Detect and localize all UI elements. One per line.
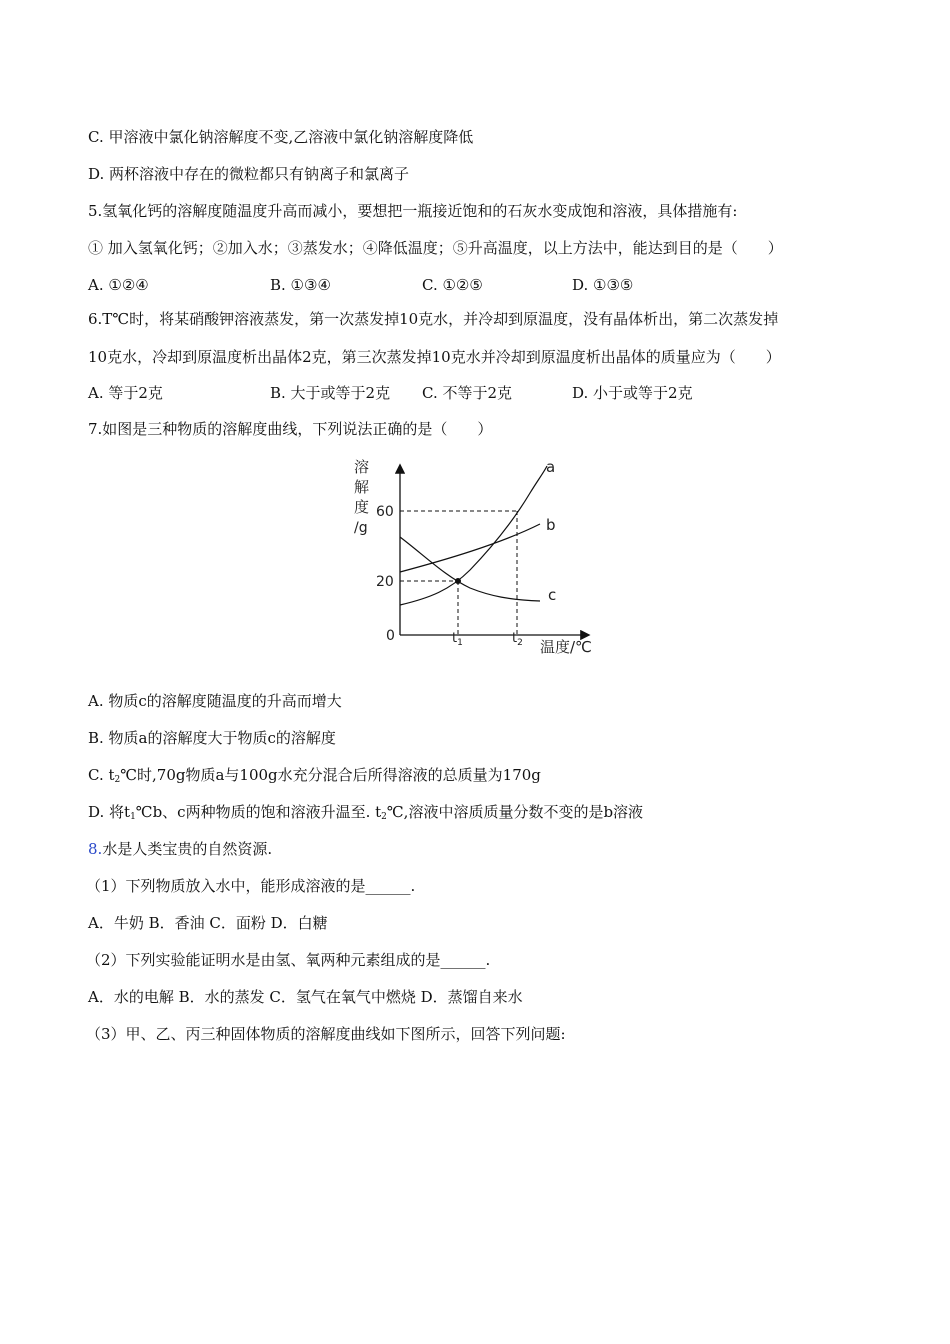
q6-stem-cont: 10克水，冷却到原温度析出晶体2克，第三次蒸发掉10克水并冷却到原温度析出晶体的质量应为（ ） bbox=[88, 348, 781, 366]
y-label-3: 度 bbox=[354, 498, 370, 516]
solubility-curve-chart bbox=[340, 448, 610, 663]
label-b: b bbox=[546, 516, 556, 534]
q8-part2-options: A．水的电解 B．水的蒸发 C．氢气在氧气中燃烧 D．蒸馏自来水 bbox=[88, 988, 523, 1006]
curve-a bbox=[400, 466, 547, 605]
x-axis-label: 温度/℃ bbox=[540, 638, 592, 656]
x-tick-t2: $t_2$ bbox=[512, 631, 523, 648]
q5-option-d: D. ①③⑤ bbox=[572, 276, 634, 294]
curve-c bbox=[400, 537, 540, 601]
y-label-1: 溶 bbox=[354, 458, 370, 476]
label-a: a bbox=[546, 458, 556, 476]
q6-stem: 6.T℃时，将某硝酸钾溶液蒸发，第一次蒸发掉10克水，并冷却到原温度，没有晶体析出，第二次蒸发掉 bbox=[88, 310, 779, 328]
q7-option-b: B. 物质a的溶解度大于物质c的溶解度 bbox=[88, 729, 336, 747]
q7-option-d: D. 将$t_1℃b$、c两种物质的饱和溶液升温至. $t_2℃$,溶液中溶质质量分数不变的是b溶液 bbox=[88, 803, 644, 822]
q6-option-c: C. 不等于2克 bbox=[422, 384, 513, 402]
y-tick-60: 60 bbox=[376, 504, 394, 520]
y-label-4: /g bbox=[354, 520, 368, 536]
q8-part2: （2）下列实验能证明水是由氢、氧两种元素组成的是______. bbox=[86, 951, 491, 969]
q6-option-b: B. 大于或等于2克 bbox=[270, 384, 391, 402]
q5-option-b: B. ①③④ bbox=[270, 276, 331, 294]
intersection-point bbox=[455, 578, 461, 584]
q5-option-a: A. ①②④ bbox=[88, 276, 149, 294]
q7-option-a: A. 物质c的溶解度随温度的升高而增大 bbox=[88, 692, 342, 710]
option-c-previous: C. 甲溶液中氯化钠溶解度不变,乙溶液中氯化钠溶解度降低 bbox=[88, 128, 474, 146]
q7-stem: 7.如图是三种物质的溶解度曲线，下列说法正确的是（ ） bbox=[88, 420, 493, 438]
y-tick-20: 20 bbox=[376, 574, 394, 590]
q8-part1: （1）下列物质放入水中，能形成溶液的是______. bbox=[86, 877, 416, 895]
q8-part1-options: A．牛奶 B．香油 C．面粉 D．白糖 bbox=[88, 914, 328, 932]
q5-stem-methods: ① 加入氢氧化钙；②加入水；③蒸发水；④降低温度；⑤升高温度，以上方法中，能达到目的是（ ） bbox=[88, 239, 783, 257]
label-c: c bbox=[548, 586, 557, 604]
x-tick-t1: $t_1$ bbox=[452, 631, 463, 648]
q6-option-a: A. 等于2克 bbox=[88, 384, 163, 402]
q7-option-c: C. $t_2℃$时,70g物质a与100g水充分混合后所得溶液的总质量为170g bbox=[88, 766, 541, 785]
q8-stem: 8.水是人类宝贵的自然资源. bbox=[88, 840, 273, 858]
q8-part3: （3）甲、乙、丙三种固体物质的溶解度曲线如下图所示，回答下列问题: bbox=[86, 1025, 566, 1043]
q5-option-c: C. ①②⑤ bbox=[422, 276, 483, 294]
option-d-previous: D. 两杯溶液中存在的微粒都只有钠离子和氯离子 bbox=[88, 165, 410, 183]
q6-option-d: D. 小于或等于2克 bbox=[572, 384, 693, 402]
y-label-2: 解 bbox=[354, 478, 370, 496]
q5-stem: 5.氢氧化钙的溶解度随温度升高而减小，要想把一瓶接近饱和的石灰水变成饱和溶液，具体措施有: bbox=[88, 202, 738, 220]
origin-label: 0 bbox=[386, 628, 395, 644]
curve-b bbox=[400, 524, 540, 572]
